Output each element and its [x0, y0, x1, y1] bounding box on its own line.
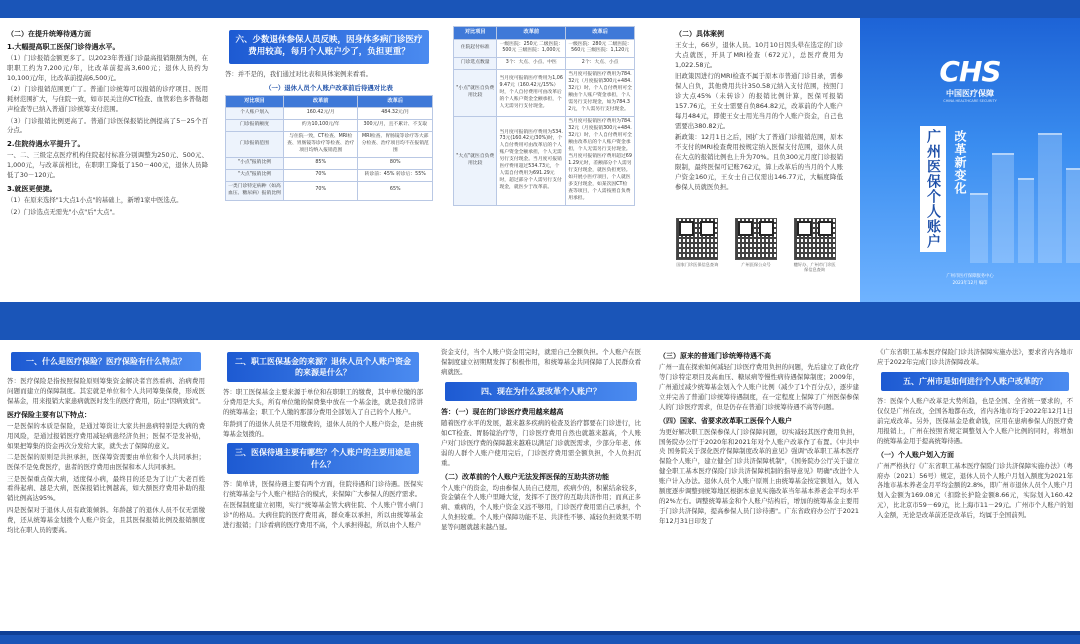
- logo-mark: CHS: [939, 55, 1001, 88]
- paragraph: 随着医疗水平的发展，越来越多疾病的检查及治疗都要在门诊进行，比如CT检查、胃肠镜治疗等，门诊医疗费用自然也就越来越高，个人账户对门诊医疗费的保障越来越难以满足门诊就医需求，少部分年老、体弱的人群个人账户使用完后，门诊医疗费用需全额负担，个人负担沉重。: [441, 418, 641, 467]
- table-cell: 当月度可报销医疗费用为1,069.47元（160.42元/15%）时，个人自付费用可由改革后的个人账户资金全额承担，个人无需另行支付现金。: [497, 70, 566, 117]
- paragraph: 答：简单讲，医保待遇主要有两个方面，住院待遇和门诊待遇。医保实行统筹基金与个人账户相结合的模式，来保障广大参保人的医疗需求。: [223, 479, 423, 498]
- qr-code[interactable]: [675, 218, 719, 288]
- question-banner: 四、现在为什么要改革个人账户？: [445, 382, 637, 401]
- top-column-2: [218, 18, 440, 302]
- top-column-1: [0, 18, 215, 302]
- bottom-column-2: [216, 340, 430, 631]
- paragraph: 个人账户的资金，均由参保人员自己使用，疾病少的，积累结余较多，资金躺在个人账户里睡大觉，发挥不了医疗的互助共济作用；而真正多病、重病的，个人账户资金又远不够用，门诊医疗费用需自己承担，个人负担较重。个人账户保障功能不足、共济性不够、减轻负担效果不明显等问题就越来越凸显。: [441, 483, 641, 532]
- paragraph: （1）在原来选择"1大点1小点"的基础上，新增1家中医选点。: [7, 196, 183, 205]
- qr-code-row: [668, 218, 844, 288]
- table-row: [226, 181, 433, 200]
- paragraph: 为更好解决职工医保参保人门诊保障问题，切实减轻其医疗费用负担，国务院办公厅于2020年和2021年对个人账户改革作了布置。《中共中央 国务院关于深化医疗保障制度改革的意见》强调"改革职工基本医疗保险个人账户，建立健全门诊共济保障机制"，《国务院办公厅关于建立健全职工基本医疗保险门诊共济保障机制的指导意见》明确"改进个人账户计入办法。退休人员个人账户原则上由统筹基金按定额划入，划入额度逐步调整到统筹地区根据本意见实施改革当年基本养老金平均水平的2%左右。调整统筹基金和个人账户结构后，增加的统筹基金主要用于门诊共济保障，提高参保人员门诊待遇"。广东省政府办公厅于2021年12月31日印发了: [659, 427, 859, 525]
- paragraph: 广州严格执行《广东省职工基本医疗保险门诊共济保障实施办法》（粤府办〔2021〕56号）规定，退休人员个人账户月划入额度为2021年各地市基本养老金月平均金额的2.8%，即广州市退休人员个人账户月划入金额为169.08元（扣除长护险金额8.66元，实际划入160.42元），比北京市59－69元，比上海市11－29元。广州市个人账户的划入金额，无论是改革前还是改革后，均属于全国前列。: [877, 461, 1073, 520]
- table-cell: "小点"就医自负费用比较: [454, 70, 497, 117]
- top-column-4: [668, 18, 850, 216]
- comparison-table-2: [453, 26, 635, 206]
- paragraph: 年龄到了的退休人员是不用缴费的，退休人员的个人账户资金，是由统筹基金划拨的。: [223, 419, 423, 438]
- cover-subtitle: 改革新变化: [953, 130, 967, 195]
- cover-title: 广州医保个人账户: [920, 126, 946, 252]
- subheading: 医疗保险主要有以下特点：: [7, 410, 91, 419]
- qr-code[interactable]: [734, 218, 778, 288]
- table-cell: 160.42元/月: [283, 108, 358, 120]
- paragraph: 答：职工医保基金主要来源于单位和在职职工的缴费，其中单位缴的部分费用是大头，所有单位缴的保费集中放在一个基金池，就是我们常讲的统筹基金；职工个人缴的那部分费用全部划入了自己的个人账户。: [223, 388, 423, 417]
- table-cell: 当月度可报销医疗费用为534.73元(160.42元/30%)时，个人自付费用可由改革后的个人账户资金全额承担，个人无需另行支付现金。当月度可报销医疗费用超过534.73元，个人需自付费用为691.29元时，超过部分个人需另行支付现金，就医少于改革前。: [497, 117, 566, 205]
- table-cell: 300元/月，且不累计、不支取: [358, 120, 433, 132]
- subheading: （三）原来的普通门诊统筹待遇不高: [659, 352, 771, 360]
- table-cell: 一类门诊特定病种（如高血压、糖尿病）报销比例: [226, 181, 284, 200]
- table-cell: 2个：大点、小点: [566, 58, 635, 70]
- bottom-column-1: [0, 340, 212, 631]
- table-row: [226, 169, 433, 181]
- subheading: 2.住院待遇水平提升了。: [7, 140, 85, 149]
- table-header: 改革前: [497, 27, 566, 40]
- table-cell: 门诊选点数量: [454, 58, 497, 70]
- paragraph: 在医保制度建立初期，实行"统筹基金管大病住院、个人账户管小病门诊"的格局。大病住院的医疗费用高，群众难以承担，所以由统筹基金进行报销；门诊看病的医疗费用不高，个人承担得起，所以由个人账户: [223, 501, 423, 530]
- bottom-edge: [0, 631, 1080, 635]
- paragraph: 四是医保对于退休人员有政策倾斜。年龄越了的退休人员不仅无需缴费，还从统筹基金划拨个人账户资金，且其医保报销比例及报销额度均比在职人员的要高。: [7, 505, 205, 534]
- subheading: （二）改革前的个人账户无法发挥医保的互助共济功能: [441, 472, 609, 481]
- table-cell: 一级医院：280元 二级医院：560元 三级医院：1,120元: [566, 39, 635, 58]
- subheading: 1.大幅提高职工医保门诊待遇水平。: [7, 43, 120, 51]
- city-illustration: [970, 113, 1080, 263]
- table-cell: 约为10,100元/年: [283, 120, 358, 132]
- fold-gap: [0, 302, 1080, 340]
- top-column-3: [446, 18, 642, 302]
- org-name: 广州市医疗保障服务中心: [946, 274, 994, 280]
- table-header-row: [226, 95, 433, 108]
- table-cell: 与住院一致，CT检查、MRI检查、胃肠镜等诊疗等检查、治疗项目均纳入报销范围: [283, 132, 358, 158]
- table-cell: 门诊报销额度: [226, 120, 284, 132]
- table-cell: 85%: [283, 158, 358, 170]
- table-cell: 当月度可报销医疗费用为784.32元（月度报销300元+484.32元）时，个人自付费用可全额由改革后的个人账户资金承担，个人无需另行支付现金。当月度可报销医疗费用超过691.29元时，差额部分个人需另行支付现金，就医负担更轻。如开展小医疗项目，个人就医多支付现金，如某次因CT检查等项目，个人需按照自负费用承担。: [566, 117, 635, 205]
- logo-english: CHINA HEALTHCARE SECURITY: [943, 99, 997, 103]
- subheading: 答：（一）现在的门诊医疗费用越来越高: [441, 407, 564, 416]
- paragraph: 广州一直在探索如何减轻门诊医疗费用负担的问题，先后建立了政化疗等门诊特定项目及高血压、糖尿病等慢性病待遇保障制度；2009年，广州通过减少统筹基金划入个人账户比例（减少了1个百分点），逐步建立并完善了普通门诊统筹待遇制度，在一定程度上保障了广州医保参保人的门诊医疗需求，但是仍存在普通门诊统筹待遇不高等问题。: [659, 363, 859, 411]
- comparison-table-1: [225, 95, 433, 201]
- table-row: [454, 117, 635, 205]
- table-cell: 70%: [283, 169, 358, 181]
- table-row: [454, 39, 635, 58]
- subheading: （一）个人账户划入方面: [877, 450, 954, 459]
- paragraph: 答：医保个人账户改革是大势所趋，也是全国、全省统一要求的，不仅仅是广州在改，全国各地都在改，省内各地市均于2022年12月1日前完成改革。另外，医保基金是救命钱，应用在患病参保人的医疗费用报销上，广州在按照省规定调整划入个人账户比例的同时，将增加的统筹基金用于提高统筹待遇。: [877, 397, 1073, 445]
- qr-code[interactable]: [793, 218, 837, 288]
- table-cell: 转诊前：45% 转诊后：55%: [358, 169, 433, 181]
- bottom-sheet: [0, 340, 1080, 631]
- table-row: [226, 108, 433, 120]
- table-header: 改革前: [283, 95, 358, 108]
- table-cell: 484.32元/月: [358, 108, 433, 120]
- table-caption: （一）退休人员个人账户改革前后待遇对比表: [265, 83, 393, 92]
- paragraph: 资金支付，当个人账户资金用完时，就需自己全额负担。个人账户在医保制度建立初期期发挥了积极作用，和统筹基金共同保障了人民群众看病就医。: [441, 348, 641, 376]
- paragraph: 二是医保的原则是共担承担，医保筹资需要由单位和个人共同承担；医保不是免费医疗，患者的医疗费用由医保和本人共同承担。: [7, 453, 205, 472]
- question-banner: 三、医保待遇主要有哪些？个人账户的主要用途是什么？: [227, 443, 419, 473]
- paragraph: 旧政策因进行的MRI检查不属于原本市普通门诊目录，需参保人自负，其他费用共计350.58元纳入支付范围，按照门诊大点45%（未转诊）的报销比例计算，医保可报销157.76元，王女士需要自负864.82元，改革前的个人账户每月484元，即使王女士用光当月的个人账户资金，自己也需要出380.82元。: [675, 72, 843, 130]
- table-cell: 65%: [358, 181, 433, 200]
- table-row: [226, 132, 433, 158]
- bottom-column-4: [652, 340, 866, 631]
- paragraph: 王女士，66岁，退休人员。10月10日因头晕在选定的门诊大点就医，开具了MRI检查（672元），总医疗费用为1,022.58元。: [675, 41, 843, 69]
- table-header: 改革后: [358, 95, 433, 108]
- paragraph: 一、二、三级定点医疗机构住院起付标准分别调整为250元、500元、1,000元，与改革前相比，在职职工降低了150－400元，退休人员降低了30－120元。: [7, 151, 208, 180]
- paragraph: （3）门诊报销比例更高了。普通门诊医保报销比例提高了5－25个百分点。: [7, 116, 208, 135]
- subheading: （四）国家、省要求改革职工医保个人账户: [659, 416, 792, 425]
- table-cell: 住院起付标准: [454, 39, 497, 58]
- qr-code-icon: [676, 218, 718, 260]
- question-banner: 二、职工医保基金的来源？退休人员个人账户资金的来源是什么？: [227, 352, 419, 382]
- table-cell: MRI检查、胃肠镜等诊疗等大部分检查、治疗项目均不在报销范围: [358, 132, 433, 158]
- top-sheet: [0, 18, 1080, 302]
- table-cell: 80%: [358, 158, 433, 170]
- table-header-row: [454, 27, 635, 40]
- paragraph: 新政策：12月1日之后，园扩大了普通门诊报销范围，原本不支付的MRI检查费用按规定纳入医保支付范围，退休人员在大点的报销比例也上升为70%。且负300元月度门诊报销限制，最终医保可记账762元，算上改革后的当月的个人账户资金160元，王女士自己仅需出146.77元，大幅度降低参保人员就医负担。: [675, 133, 843, 191]
- paragraph: （2）门诊报销范围更广了。普通门诊统筹可以报销的诊疗项目、医用耗材范围扩大，与住院一致，如市民关注的CT检查、血管彩色多普勒超声检查等已纳入普通门诊统筹支付范围。: [7, 85, 208, 114]
- cover-footer: [860, 274, 1080, 288]
- table-header: 对比项目: [226, 95, 284, 108]
- question-banner: 五、广州市是如何进行个人账户改革的？: [881, 372, 1069, 391]
- qr-caption: 广州医保公众号: [741, 262, 771, 267]
- table-row: [226, 158, 433, 170]
- paragraph: 《广东省职工基本医疗保险门诊共济保障实施办法》，要求省内各地市应于2022年完成门诊共济保障改革。: [877, 348, 1073, 366]
- bottom-column-3: [434, 340, 648, 631]
- qr-code-icon: [735, 218, 777, 260]
- paragraph: 三是医保重点保大病，适度保小病，最终目的还是为了让广大老百姓看得起病、越是大病，医保报销比例越高，如大额医疗费用补助的报销比例高达95%。: [7, 474, 205, 503]
- qr-caption: 穗好办、广州市门诊医保信息查询: [793, 262, 836, 273]
- paragraph: 一是医保的本质是保险，是通过筹资让大家共担患病特别是大病的费用风险，是通过报销医疗费用减轻病患经济负担；医保不是发补贴，如果把筹集的资金再次分发给大家，就失去了保障的意义。: [7, 421, 205, 450]
- logo-name: 中国医疗保障: [946, 89, 994, 98]
- table-row: [226, 120, 433, 132]
- table-cell: 3个：大点、小点、中医: [497, 58, 566, 70]
- table-header: 改革后: [566, 27, 635, 40]
- question-banner: 一、什么是医疗保险？医疗保险有什么特点？: [11, 352, 201, 371]
- cover-panel: [860, 18, 1080, 302]
- qr-caption: 国家门诊医保信息查询: [676, 262, 719, 267]
- question-banner: 六、少数退休参保人员反映，因身体多病门诊医疗费用较高，每月个人账户少了，负担更重？: [229, 30, 429, 64]
- print-date: 2023年12月 编印: [952, 281, 988, 287]
- table-cell: 门诊报销范围: [226, 132, 284, 158]
- paragraph: 答：医疗保险是指按照保险原则筹集资金解决者宫然看病、治病费用问题而建立的保障制度。其宏就是单位和个人共同筹集保费，形成医保基金，用来报销大家患病就医时发生的医疗费用，防止"因病致贫"。: [7, 377, 205, 406]
- table-cell: 70%: [283, 181, 358, 200]
- table-row: [454, 70, 635, 117]
- chs-logo: [924, 55, 1016, 103]
- table-cell: 一级医院：250元 二级医院：500元 三级医院：1,000元: [497, 39, 566, 58]
- bottom-column-5: [870, 340, 1080, 631]
- table-cell: 个人账户划入: [226, 108, 284, 120]
- table-cell: 当月度可报销医疗费用为784.32元（月度报销300元+484.32元）时，个人自付费用可全额由个人账户资金承担，个人需另行支付现金，如为784.32元，个人需另行支付现金。: [566, 70, 635, 117]
- qr-code-icon: [794, 218, 836, 260]
- table-cell: "大点"就医自负费用比较: [454, 117, 497, 205]
- section-heading: （二）具体案例: [675, 30, 724, 38]
- subheading: 3.就医更便捷。: [7, 185, 57, 194]
- answer: 答：并不是的，我们通过对比表和具体案例来看看。: [225, 69, 372, 78]
- paragraph: （1）门诊报销金额更多了。以2023年普通门诊最高报销限额为例，在职职工约为7,200元/年，比改革前提高3,600元；退休人员约为10,100元/年，比改革前提高6,500元。: [7, 54, 208, 82]
- paragraph: （2）门诊选点无需先"小点"后"大点"。: [7, 207, 119, 216]
- table-row: [454, 58, 635, 70]
- table-header: 对比项目: [454, 27, 497, 40]
- table-cell: "大点"报销比例: [226, 169, 284, 181]
- section-heading: （二）在提升统筹待遇方面: [7, 30, 91, 38]
- table-cell: "小点"报销比例: [226, 158, 284, 170]
